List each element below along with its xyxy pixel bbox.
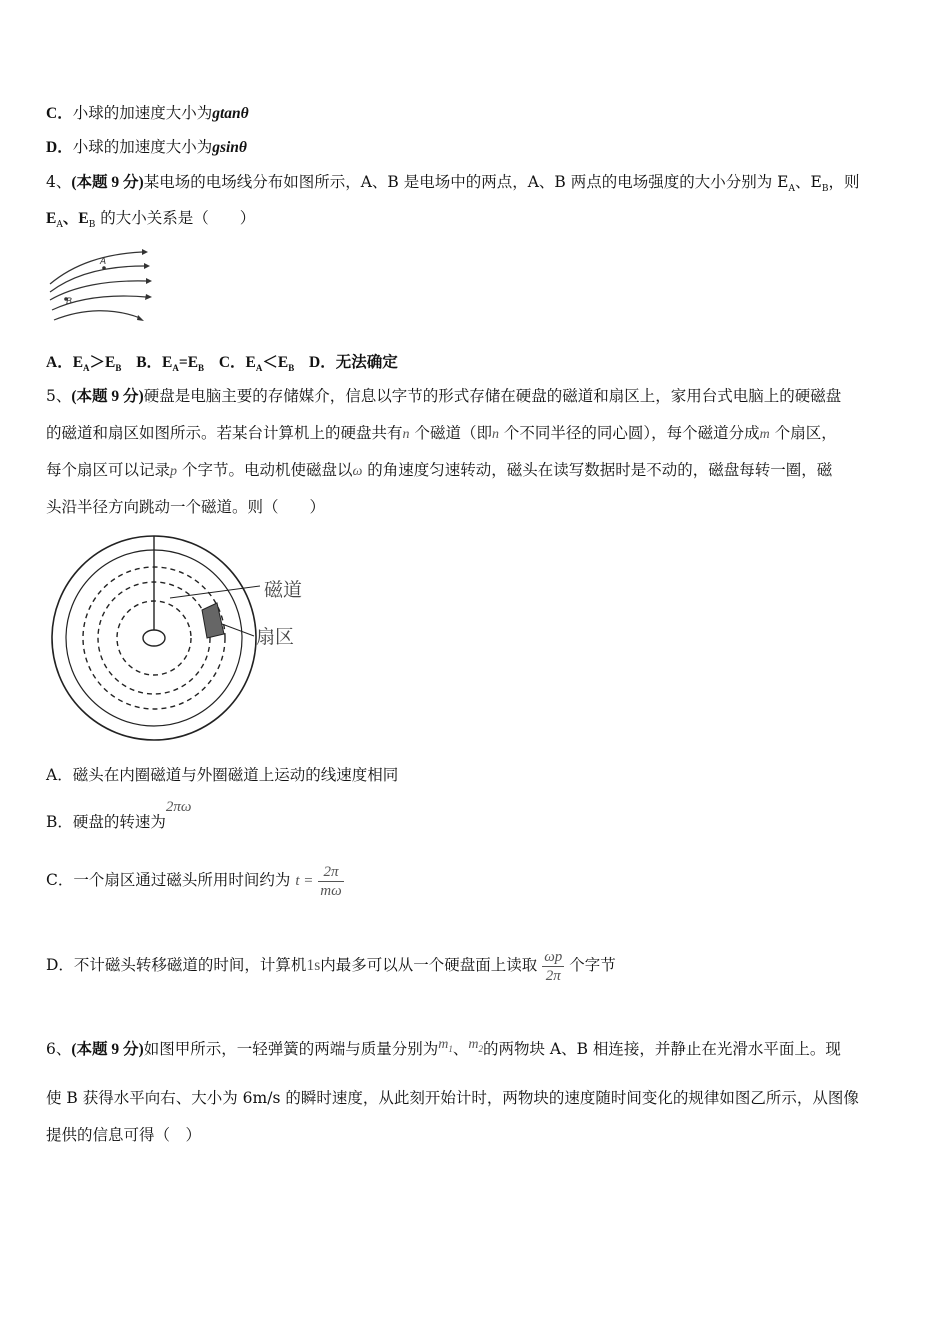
track-label: 磁道 [264, 579, 303, 601]
field-line [50, 266, 144, 292]
q5-stem-line1: 5、(本题 9 分)硬盘是电脑主要的存储媒介，信息以字节的形式存储在硬盘的磁道和扇区上，家用台式电脑上的硬磁盘 [46, 387, 842, 405]
point-b-label: B [66, 297, 73, 307]
arrowhead-icon [145, 294, 152, 300]
arrowhead-icon [142, 249, 148, 255]
q5-stem-line2: 的磁道和扇区如图所示。若某台计算机上的硬盘共有n 个磁道（即n 个不同半径的同心圆），每个磁道分成m 个扇区， [46, 424, 837, 442]
q5-option-a: A．磁头在内圈磁道与外圈磁道上运动的线速度相同 [46, 766, 399, 784]
q6-stem-line2: 使 B 获得水平向右、大小为 6m/s 的瞬时速度，从此刻开始计时，两物块的速度随时间变化的规律如图乙所示，从图像 [46, 1089, 859, 1107]
hard-disk-figure [46, 532, 326, 744]
q5-option-c: C．一个扇区通过磁头所用时间约为 t = $\frac{2\pi}{m\omega}$ [46, 863, 342, 899]
q5-option-d: D．不计磁头转移磁道的时间，计算机1s内最多可以从一个硬盘面上读取 $\frac{\omega p}{2\pi}$ 个字节 [46, 948, 616, 984]
electric-field-lines-figure [44, 244, 154, 326]
q5-option-b: B．硬盘的转速为2πω [46, 799, 192, 831]
q5-stem-line4: 头沿半径方向跳动一个磁道。则（ ） [46, 498, 326, 516]
q4-option-b: B．$E_A=E_B$ [136, 354, 205, 374]
fraction: $\frac{\omega p}{2\pi}$ [544, 948, 563, 984]
var-m2: $m_2$ [468, 1037, 483, 1054]
q5-stem-line3: 每个扇区可以记录p 个字节。电动机使磁盘以ω 的角速度匀速转动，磁头在读写数据时是不动的，磁盘每转一圈，磁 [46, 461, 833, 479]
q4-option-c: C．$E_A<E_B$ [218, 354, 295, 374]
q6-stem-line1: 6、(本题 9 分)如图甲所示，一轻弹簧的两端与质量分别为$m_1$、$m_2$的两物块 A、B 相连接，并静止在光滑水平面上。现 [46, 1037, 841, 1058]
field-line [54, 311, 140, 320]
sector-label: 扇区 [256, 626, 295, 648]
point-a-label: A [100, 257, 107, 267]
var-m1: $m_1$ [438, 1037, 453, 1054]
q4-options [46, 352, 398, 378]
q3-option-c: C．小球的加速度大小为gtanθ [46, 104, 249, 122]
field-line [50, 252, 142, 284]
sector-leader-line [222, 624, 254, 636]
arrowhead-icon [144, 263, 150, 269]
q3-option-d: D．小球的加速度大小为gsinθ [46, 138, 247, 156]
q6-stem-line3: 提供的信息可得（ ） [46, 1126, 202, 1144]
fraction: $\frac{2\pi}{m\omega}$ [320, 863, 342, 899]
arrowhead-icon [146, 278, 152, 284]
q4-stem-line2: $E_A$、$E_B$ 的大小关系是（ ） [46, 209, 256, 231]
q4-stem-line1: 4、(本题 9 分)某电场的电场线分布如图所示，A、B 是电场中的两点，A、B 两点的电场强度的大小分别为 $E_A$、$E_B$，则 [46, 173, 860, 195]
sector-shaded [202, 603, 224, 638]
arrowhead-icon [137, 315, 144, 321]
q4-option-d: D．无法确定 [309, 354, 398, 371]
disk-spindle [143, 630, 165, 646]
q4-option-a: A．$E_A>E_B$ [46, 354, 122, 374]
